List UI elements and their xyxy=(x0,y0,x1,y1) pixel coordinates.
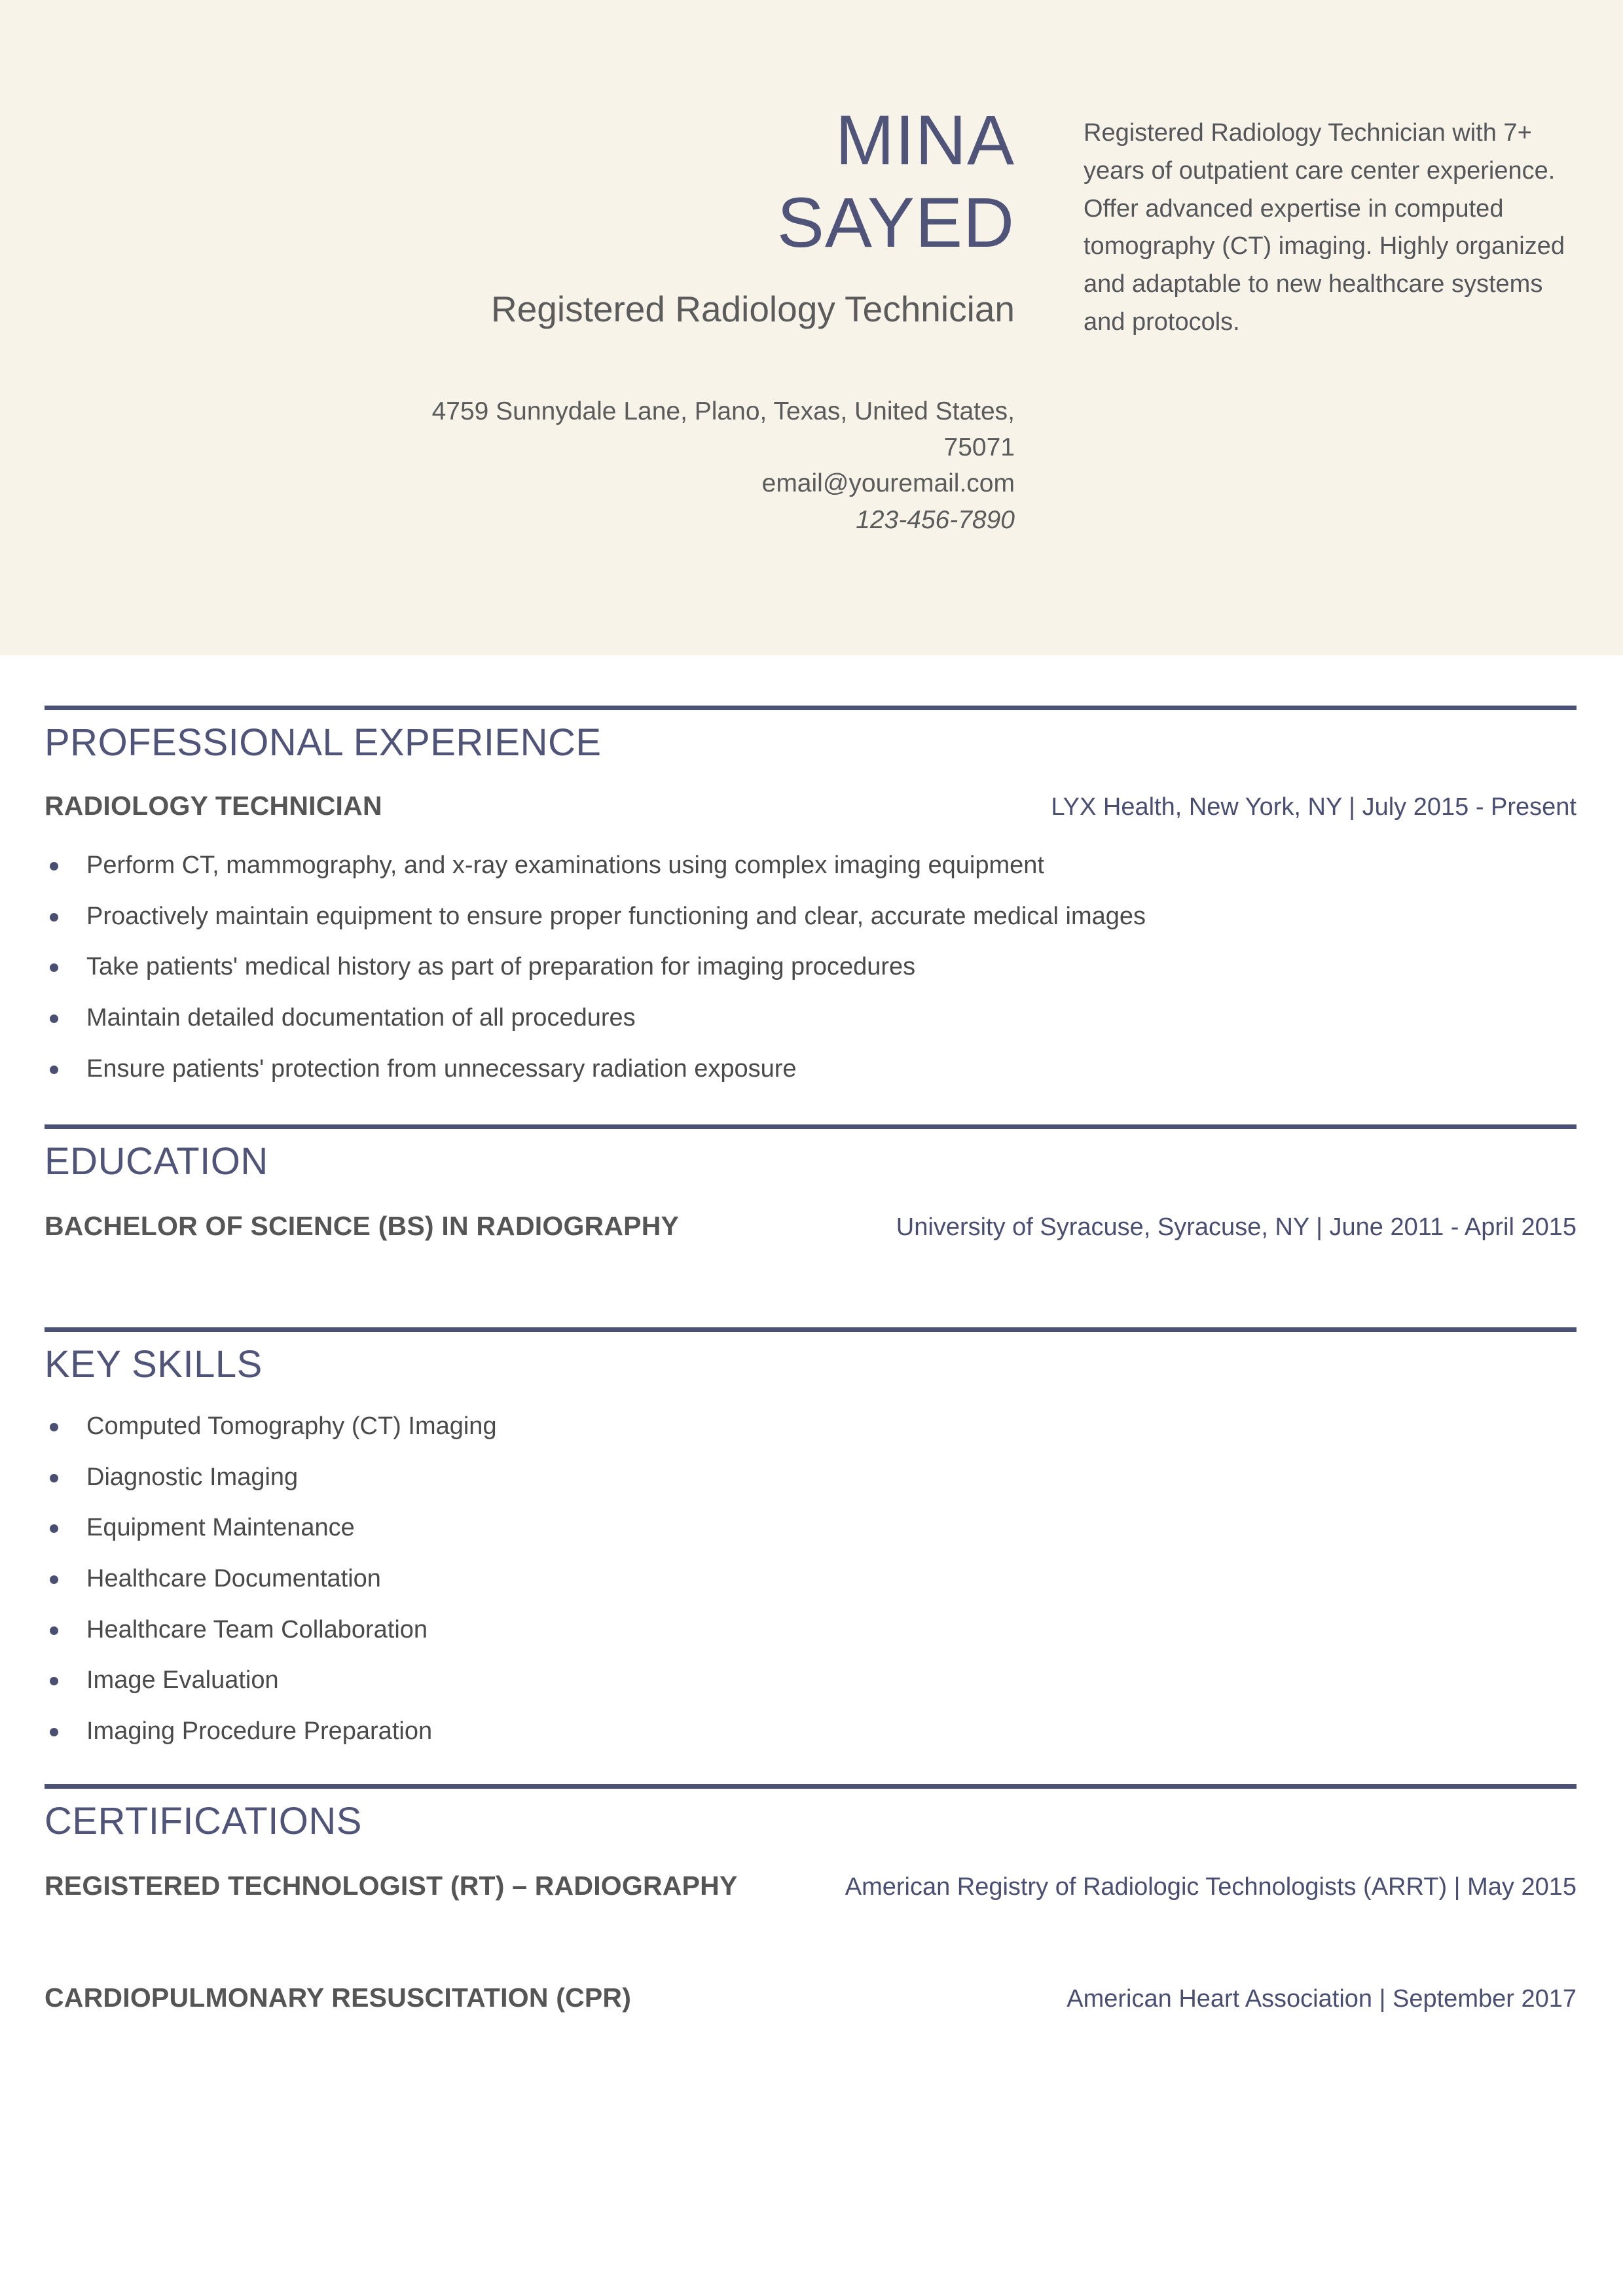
candidate-name xyxy=(118,100,1015,262)
section-divider-certifications xyxy=(45,1784,1577,1789)
education-entry xyxy=(45,1209,1577,1244)
resume-header xyxy=(0,0,1623,655)
certification-entry-meta: American Registry of Radiologic Technologists (ARRT) | May 2015 xyxy=(845,1873,1577,1901)
experience-entry xyxy=(45,789,1577,823)
section-certifications xyxy=(0,1784,1623,2016)
bullet-dot-icon xyxy=(50,1014,58,1023)
certification-gap xyxy=(45,1903,1577,1954)
bullet-dot-icon xyxy=(50,1474,58,1482)
list-item xyxy=(45,1564,1577,1594)
list-item xyxy=(45,1412,1577,1442)
list-item xyxy=(45,902,1577,932)
bullet-dot-icon xyxy=(50,913,58,922)
certification-entry xyxy=(45,1869,1577,1903)
first-name: MINA xyxy=(835,100,1015,179)
last-name: SAYED xyxy=(776,183,1015,262)
experience-entry-title: RADIOLOGY TECHNICIAN xyxy=(45,790,382,821)
header-inner xyxy=(0,0,1623,655)
bullet-dot-icon xyxy=(50,1728,58,1736)
list-item xyxy=(45,1054,1577,1085)
section-title-education: EDUCATION xyxy=(45,1140,268,1183)
contact-phone[interactable]: 123-456-7890 xyxy=(856,505,1015,534)
list-item xyxy=(45,1463,1577,1493)
skill-text: Healthcare Documentation xyxy=(86,1564,381,1592)
list-item xyxy=(45,1003,1577,1033)
bullet-dot-icon xyxy=(50,1677,58,1685)
list-item xyxy=(45,851,1577,881)
identity-column xyxy=(118,100,1015,538)
bullet-text: Proactively maintain equipment to ensure proper functioning and clear, accurate medical images xyxy=(86,902,1146,930)
certification-entry-title: CARDIOPULMONARY RESUSCITATION (CPR) xyxy=(45,1982,632,2013)
bullet-dot-icon xyxy=(50,1423,58,1431)
contact-address-line-2: 75071 xyxy=(943,433,1015,461)
skill-text: Equipment Maintenance xyxy=(86,1514,355,1542)
skill-text: Image Evaluation xyxy=(86,1666,279,1695)
section-title-experience: PROFESSIONAL EXPERIENCE xyxy=(45,721,602,764)
bullet-text: Take patients' medical history as part of preparation for imaging procedures xyxy=(86,953,916,981)
skills-list xyxy=(45,1412,1577,1746)
list-item xyxy=(45,1717,1577,1747)
list-item xyxy=(45,1666,1577,1696)
contact-address-line-1: 4759 Sunnydale Lane, Plano, Texas, United States, xyxy=(431,397,1015,425)
section-key-skills xyxy=(0,1327,1623,1784)
skill-text: Healthcare Team Collaboration xyxy=(86,1615,428,1643)
section-divider-experience xyxy=(45,706,1577,710)
bullet-dot-icon xyxy=(50,1066,58,1074)
list-item xyxy=(45,1513,1577,1543)
skill-text: Computed Tomography (CT) Imaging xyxy=(86,1412,497,1441)
section-title-skills: KEY SKILLS xyxy=(45,1343,263,1386)
experience-bullet-list xyxy=(45,851,1577,1084)
contact-block xyxy=(118,393,1015,539)
bullet-dot-icon xyxy=(50,963,58,972)
list-item xyxy=(45,1615,1577,1645)
bullet-text: Ensure patients' protection from unnecessary radiation exposure xyxy=(86,1054,797,1083)
education-entry-title: BACHELOR OF SCIENCE (BS) IN RADIOGRAPHY xyxy=(45,1210,680,1241)
certification-entry xyxy=(45,1981,1577,2015)
bullet-dot-icon xyxy=(50,1524,58,1533)
section-divider-education xyxy=(45,1124,1577,1129)
bullet-text: Perform CT, mammography, and x-ray examinations using complex imaging equipment xyxy=(86,852,1044,880)
section-divider-skills xyxy=(45,1327,1577,1332)
skill-text: Diagnostic Imaging xyxy=(86,1463,299,1491)
resume-body xyxy=(0,655,1623,2016)
section-title-certifications: CERTIFICATIONS xyxy=(45,1800,362,1843)
professional-summary: Registered Radiology Technician with 7+ years of outpatient care center experience. Offer advanced expertise in computed tomography (CT) imaging. Highly organized and adaptable to new healthcare systems and protocols. xyxy=(1084,119,1565,336)
certification-entry-title: REGISTERED TECHNOLOGIST (RT) – RADIOGRAPHY xyxy=(45,1871,738,1901)
bullet-dot-icon xyxy=(50,1626,58,1635)
bullet-dot-icon xyxy=(50,862,58,870)
bullet-text: Maintain detailed documentation of all procedures xyxy=(86,1003,636,1031)
education-entry-meta: University of Syracuse, Syracuse, NY | June 2011 - April 2015 xyxy=(896,1213,1577,1241)
contact-email[interactable]: email@youremail.com xyxy=(761,469,1015,498)
list-item xyxy=(45,952,1577,982)
skills-spacer xyxy=(45,1767,1577,1784)
certification-entry-meta: American Heart Association | September 2017 xyxy=(1067,1985,1577,2013)
experience-entry-meta: LYX Health, New York, NY | July 2015 - Present xyxy=(1051,793,1577,821)
section-professional-experience xyxy=(0,706,1623,1084)
section-education xyxy=(0,1124,1623,1327)
skill-text: Imaging Procedure Preparation xyxy=(86,1717,433,1745)
bullet-dot-icon xyxy=(50,1575,58,1584)
candidate-job-title: Registered Radiology Technician xyxy=(490,289,1015,329)
education-spacer xyxy=(45,1244,1577,1327)
